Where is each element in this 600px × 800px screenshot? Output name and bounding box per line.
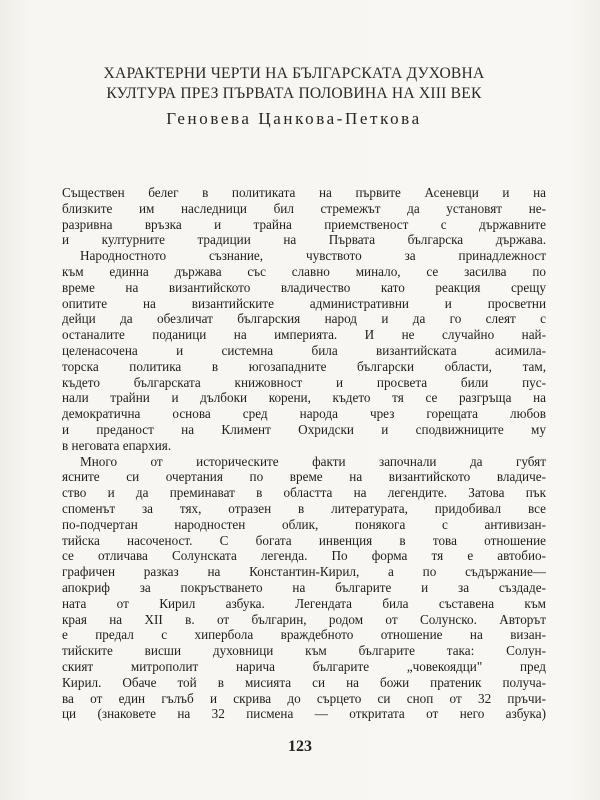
- chapter-title-line-2: КУЛТУРА ПРЕЗ ПЪРВАТА ПОЛОВИНА НА XIII ВЕК: [106, 85, 482, 102]
- chapter-title: [34, 64, 554, 104]
- text-line: ци (знаковете на 32 писмена — откритата от него азбука): [62, 706, 546, 722]
- text-line: споменът за тях, отразен в литературата, придобивал все: [62, 500, 546, 516]
- text-line: разривна връзка и трайна приемственост с държавните: [62, 216, 546, 232]
- body-text: [62, 185, 546, 722]
- paragraph-first-line: Народностното съзнание, чувството за принадлежност: [80, 248, 546, 264]
- text-line: по-подчертан народностен облик, понякога с антивизан-: [62, 516, 546, 532]
- text-line: и преданост на Климент Охридски и сподвижниците му: [62, 421, 546, 437]
- text-line: торска политика в югозападните български области, там,: [62, 358, 546, 374]
- text-line: апокриф за покръстването на българите и за създаде-: [62, 579, 546, 595]
- text-line: тийска насоченост. С богата инвенция в това отношение: [62, 532, 546, 548]
- text-line: се отличава Солунската легенда. По форма тя е автобио-: [62, 548, 546, 564]
- text-line: тийските висши духовници към българите така: Солун-: [62, 643, 546, 659]
- text-line: демократична основа сред народа чрез горещата любов: [62, 406, 546, 422]
- text-line: опитите на византийските административни и просветни: [62, 295, 546, 311]
- text-line: нали трайни и дълбоки корени, където тя се разгръща на: [62, 390, 546, 406]
- text-line: близките им наследници бил стремежът да установят не-: [62, 200, 546, 216]
- text-line: ство и да преминават в областта на легендите. Затова пък: [62, 485, 546, 501]
- text-line: ският митрополит нарича българите „човекоядци" пред: [62, 658, 546, 674]
- text-line: целенасочена и системна била византийската асимила-: [62, 342, 546, 358]
- chapter-title-line-1: ХАРАКТЕРНИ ЧЕРТИ НА БЪЛГАРСКАТА ДУХОВНА: [103, 65, 485, 82]
- text-line: графичен разказ на Константин-Кирил, а по съдържание—: [62, 564, 546, 580]
- author-name: Геновева Цанкова-Петкова: [166, 109, 422, 128]
- page-number: 123: [288, 738, 312, 755]
- text-line: Кирил. Обаче той в мисията си на божи пратеник получа-: [62, 674, 546, 690]
- text-line: дейци да обезличат българския народ и да го слеят с: [62, 311, 546, 327]
- text-line: Съществен белег в политиката на първите Асеневци и на: [62, 185, 546, 200]
- text-line: ва от един гълъб и скрива до сърцето си сноп от 32 пръчи-: [62, 690, 546, 706]
- text-line: и културните традиции на Първата българска държава.: [62, 232, 546, 248]
- text-line: края на XII в. от българин, родом от Солунско. Авторът: [62, 611, 546, 627]
- text-line: ясните си очертания по време на византийското владиче-: [62, 469, 546, 485]
- text-line: към единна държава със славно минало, се засилва по: [62, 263, 546, 279]
- text-line: останалите поданици на империята. И не случайно най-: [62, 327, 546, 343]
- text-line: в неговата епархия.: [62, 437, 172, 453]
- text-line: време на византийското владичество като реакция срещу: [62, 279, 546, 295]
- text-line: ната от Кирил азбука. Легендата била съставена към: [62, 595, 546, 611]
- text-line: където българската книжовност и просвета били пус-: [62, 374, 546, 390]
- paragraph-first-line: Много от историческите факти започнали да губят: [80, 453, 546, 469]
- text-line: е предал с хипербола враждебното отношение на визан-: [62, 627, 546, 643]
